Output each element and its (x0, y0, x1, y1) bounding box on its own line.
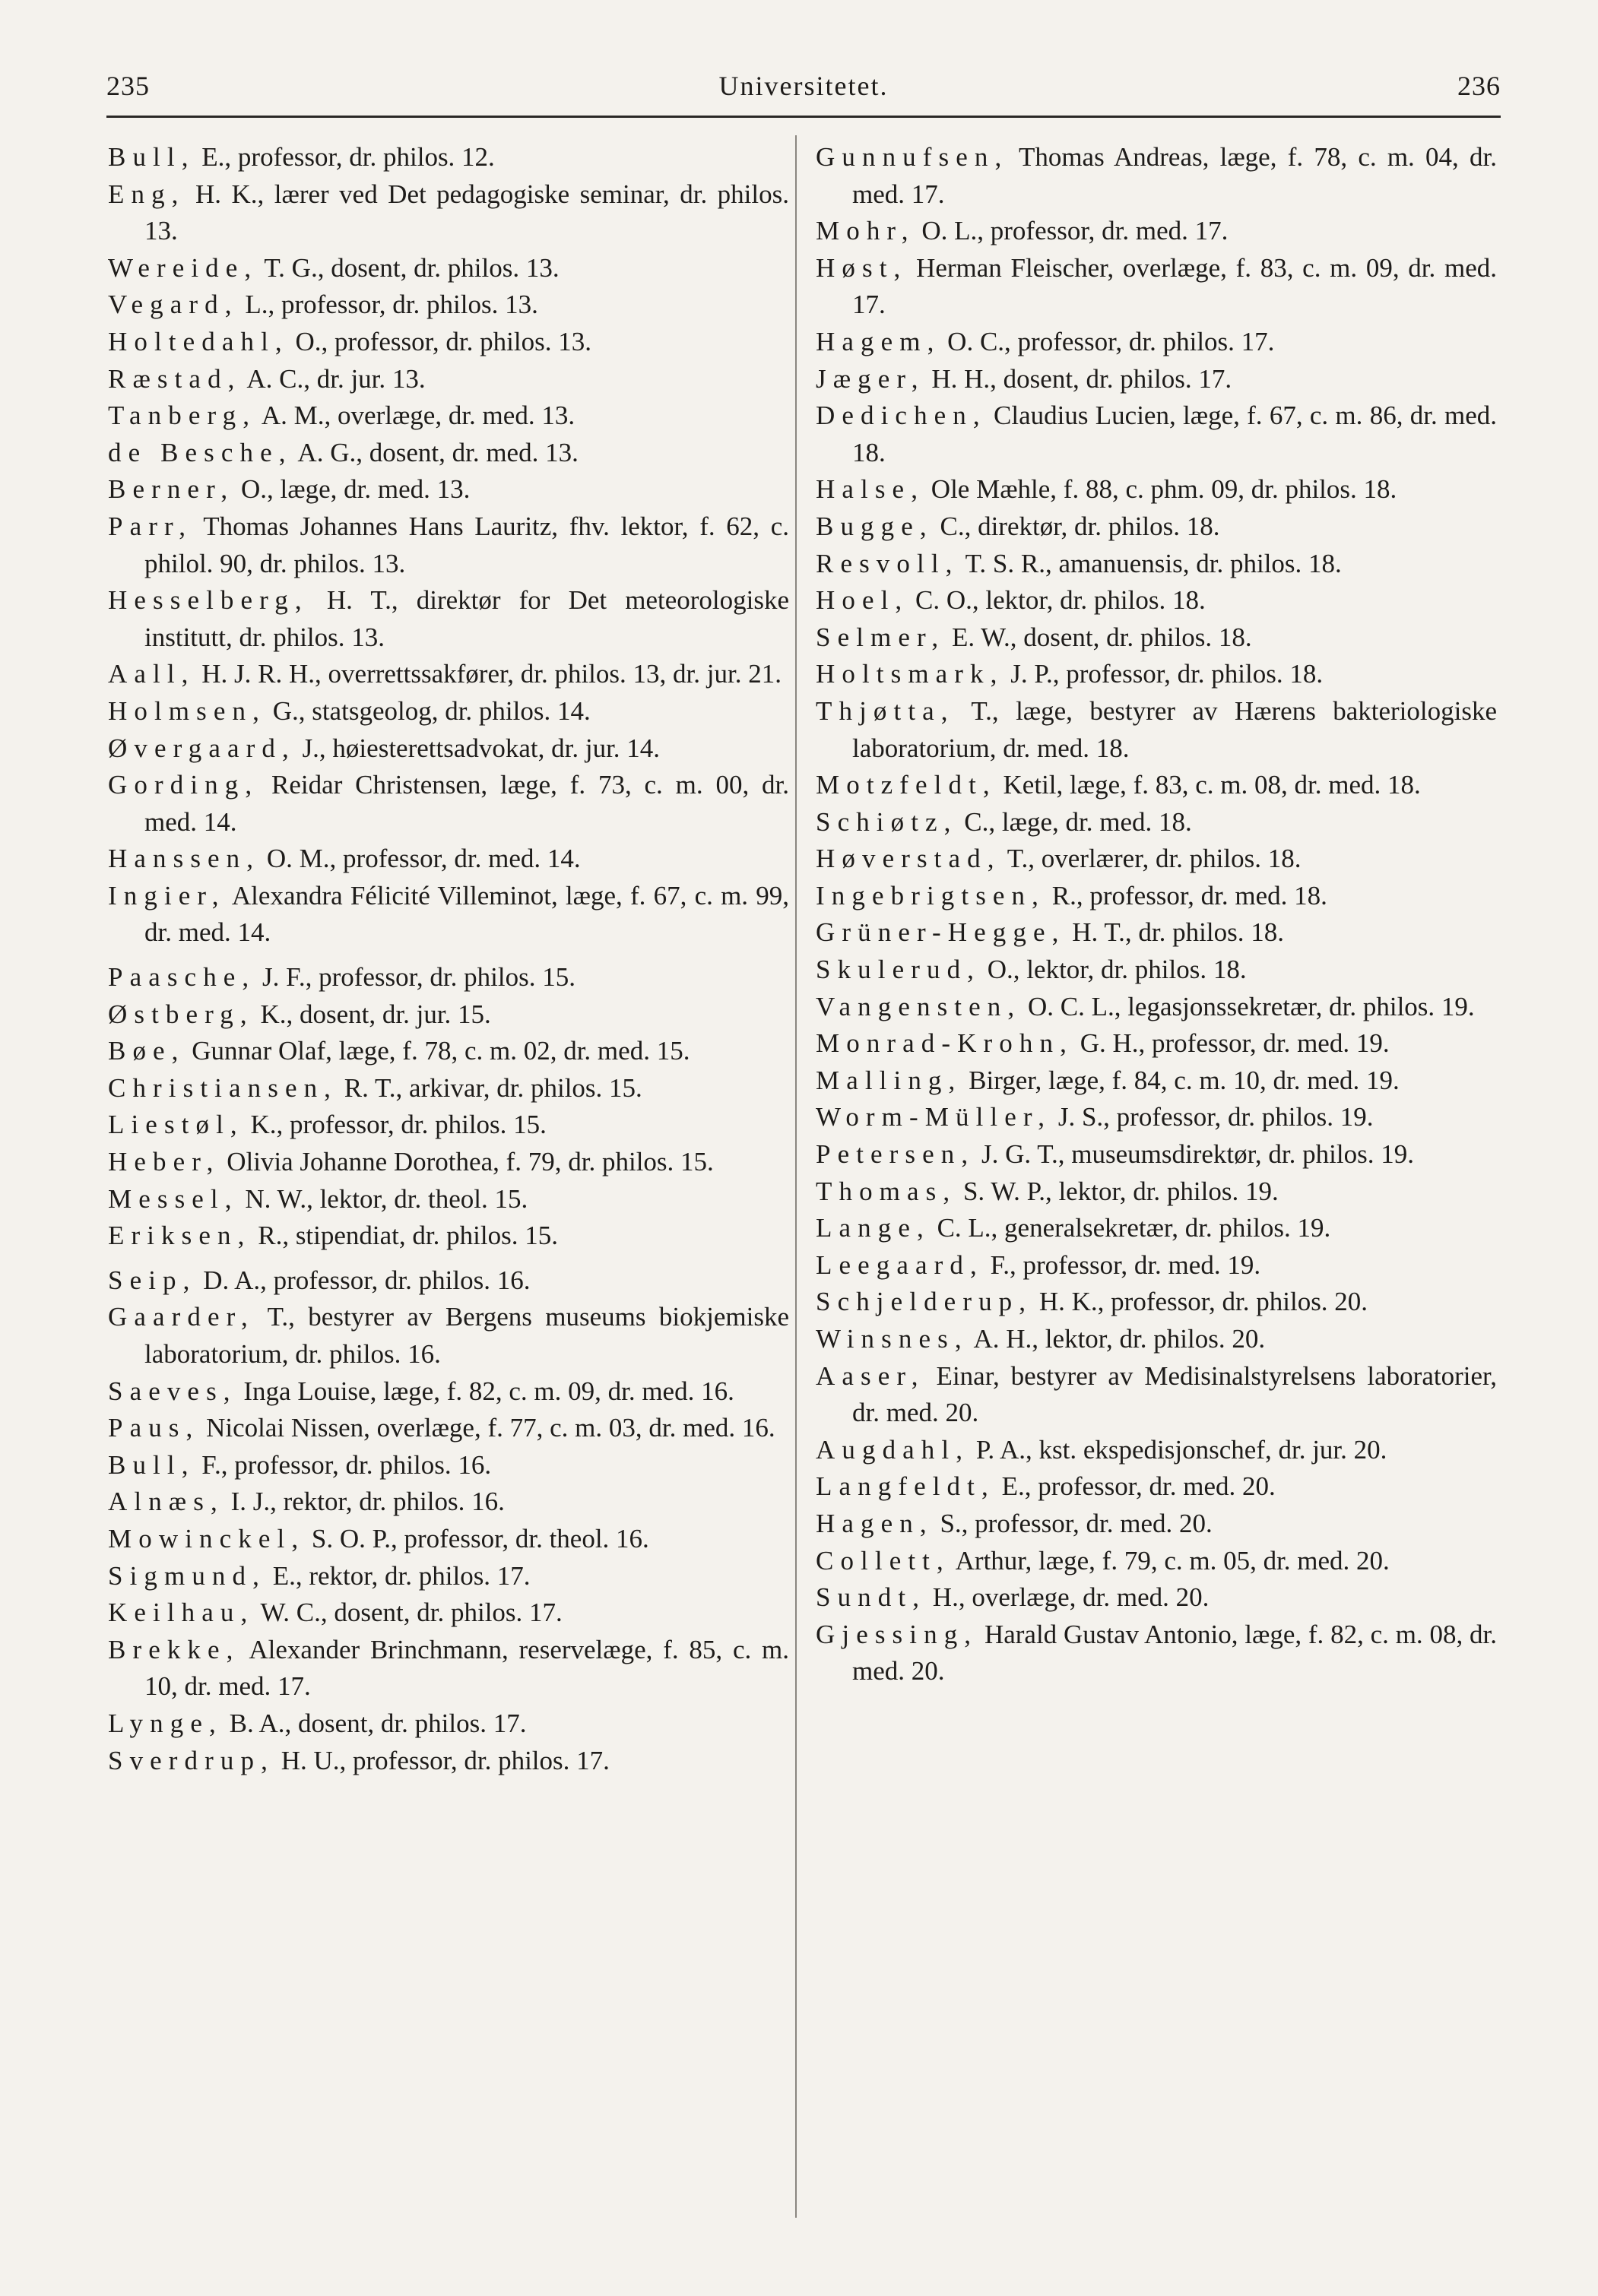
entry-details: F., professor, dr. med. 19. (983, 1249, 1261, 1280)
entry-surname: Bull, (108, 1449, 195, 1480)
register-entry (108, 324, 789, 361)
register-entry (108, 139, 789, 176)
entry-surname: Eriksen, (108, 1221, 252, 1251)
register-entry (108, 959, 789, 996)
entry-details: N. W., lektor, dr. theol. 15. (238, 1183, 528, 1214)
entry-details: T., læge, bestyrer av Hærens bakteriologiske laboratorium, dr. med. 18. (852, 695, 1497, 763)
entry-surname: Langfeldt, (816, 1471, 995, 1502)
register-entry (816, 1062, 1497, 1100)
entry-details: E., professor, dr. philos. 12. (195, 142, 495, 172)
entry-details: P. A., kst. ekspedisjonschef, dr. jur. 20. (969, 1434, 1387, 1465)
entry-surname: Heber, (108, 1147, 220, 1177)
entry-details: C., læge, dr. med. 18. (957, 806, 1192, 837)
entry-details: J., høiesterettsadvokat, dr. jur. 14. (295, 733, 661, 763)
entry-details: A. G., dosent, dr. med. 13. (292, 437, 579, 467)
entry-surname: Bull, (108, 142, 195, 172)
entry-details: C. L., generalsekretær, dr. philos. 19. (930, 1213, 1331, 1243)
entry-surname: Selmer, (816, 622, 946, 652)
entry-details: J. S., professor, dr. philos. 19. (1051, 1102, 1374, 1132)
entry-details: Inga Louise, læge, f. 82, c. m. 09, dr. med. 16. (236, 1376, 734, 1406)
entry-details: H. T., dr. philos. 18. (1065, 917, 1284, 948)
entry-surname: Hagen, (816, 1508, 934, 1538)
entry-details: O., lektor, dr. philos. 18. (981, 955, 1247, 985)
entry-surname: Seip, (108, 1265, 197, 1295)
register-entry (816, 546, 1497, 583)
entry-details: Arthur, læge, f. 79, c. m. 05, dr. med. 20. (950, 1545, 1390, 1576)
header-rule (106, 116, 1501, 118)
entry-surname: Messel, (108, 1183, 239, 1214)
register-entry (108, 1373, 789, 1411)
register-entry (816, 1468, 1497, 1506)
register-entry (816, 213, 1497, 250)
entry-surname: Christiansen, (108, 1072, 338, 1103)
register-entry (816, 582, 1497, 619)
entry-surname: de Besche, (108, 437, 293, 467)
register-entry (816, 397, 1497, 471)
entry-details: Claudius Lucien, læge, f. 67, c. m. 86, dr. med. 18. (852, 401, 1497, 467)
entry-details: S. W. P., lektor, dr. philos. 19. (956, 1176, 1279, 1206)
entry-surname: Hanssen, (108, 844, 261, 874)
entry-details: H. T., direktør for Det meteorologiske institutt, dr. philos. 13. (144, 585, 789, 652)
register-entry (108, 1447, 789, 1484)
register-entry (816, 1432, 1497, 1469)
entry-surname: Holmsen, (108, 695, 266, 726)
entry-surname: Keilhau, (108, 1598, 255, 1628)
entry-details: C., direktør, dr. philos. 18. (933, 511, 1220, 541)
entry-surname: Saeves, (108, 1376, 237, 1406)
entry-details: O. C., professor, dr. philos. 17. (940, 326, 1275, 356)
right-column (816, 139, 1497, 1690)
register-entry (816, 1173, 1497, 1211)
entry-surname: Schjelderup, (816, 1287, 1033, 1317)
register-entry (108, 693, 789, 730)
entry-surname: Mohr, (816, 216, 915, 246)
register-entry (816, 1136, 1497, 1173)
register-entry (108, 1107, 789, 1144)
register-entry (816, 1579, 1497, 1617)
entry-details: I. J., rektor, dr. philos. 16. (224, 1487, 505, 1517)
register-entry (108, 1070, 789, 1107)
entry-details: L., professor, dr. philos. 13. (238, 290, 538, 320)
register-entry (816, 619, 1497, 657)
register-entry (816, 989, 1497, 1026)
entry-surname: Sundt, (816, 1582, 927, 1613)
entry-surname: Hoel, (816, 585, 909, 616)
entry-details: C. O., lektor, dr. philos. 18. (908, 585, 1206, 616)
register-entry (108, 508, 789, 582)
entry-details: B. A., dosent, dr. philos. 17. (222, 1708, 527, 1738)
entry-surname: Skulerud, (816, 955, 981, 985)
entry-details: O. L., professor, dr. med. 17. (915, 216, 1229, 246)
entry-surname: Ingebrigtsen, (816, 880, 1045, 910)
register-entry (816, 878, 1497, 915)
entry-surname: Collett, (816, 1545, 950, 1576)
entry-surname: Leegaard, (816, 1249, 984, 1280)
entry-surname: Gunnufsen, (816, 142, 1009, 172)
register-entry (816, 914, 1497, 952)
register-entry (108, 1181, 789, 1218)
entry-details: Reidar Christensen, læge, f. 73, c. m. 00, dr. med. 14. (144, 770, 789, 837)
register-entry (816, 1099, 1497, 1136)
register-entry (816, 1506, 1497, 1543)
register-entry (108, 1558, 789, 1595)
entry-surname: Østberg, (108, 999, 254, 1029)
register-entry (108, 582, 789, 656)
entry-details: T. S. R., amanuensis, dr. philos. 18. (959, 548, 1342, 578)
entry-surname: Paasche, (108, 962, 256, 993)
entry-details: H., overlæge, dr. med. 20. (926, 1582, 1210, 1613)
entry-details: Birger, læge, f. 84, c. m. 10, dr. med. 19. (962, 1065, 1400, 1095)
entry-surname: Thomas, (816, 1176, 957, 1206)
entry-surname: Dedichen, (816, 401, 987, 431)
entry-surname: Holtsmark, (816, 659, 1004, 689)
entry-surname: Jæger, (816, 363, 925, 394)
entry-details: O. M., professor, dr. med. 14. (260, 844, 581, 874)
entry-details: G. H., professor, dr. med. 19. (1073, 1028, 1390, 1059)
entry-surname: Lynge, (108, 1708, 223, 1738)
entry-surname: Paus, (108, 1413, 200, 1443)
entry-surname: Øvergaard, (108, 733, 296, 763)
entry-details: O., læge, dr. med. 13. (234, 474, 471, 505)
register-entry (108, 878, 789, 952)
register-entry (108, 1705, 789, 1743)
entry-details: A. C., dr. jur. 13. (241, 363, 426, 394)
entry-surname: Eng, (108, 179, 185, 209)
entry-details: T., overlærer, dr. philos. 18. (1000, 844, 1302, 874)
column-divider (795, 135, 797, 2218)
entry-details: J. G. T., museumsdirektør, dr. philos. 19. (975, 1139, 1414, 1170)
entry-details: W. C., dosent, dr. philos. 17. (254, 1598, 563, 1628)
register-entry (816, 361, 1497, 398)
entry-details: H. U., professor, dr. philos. 17. (274, 1745, 610, 1775)
register-entry (108, 435, 789, 472)
entry-surname: Gaarder, (108, 1302, 255, 1332)
entry-details: Olivia Johanne Dorothea, f. 79, dr. philos. 15. (220, 1147, 714, 1177)
register-entry (816, 471, 1497, 508)
entry-surname: Ræstad, (108, 363, 242, 394)
entry-details: T., bestyrer av Bergens museums biokjemiske laboratorium, dr. philos. 16. (144, 1302, 789, 1369)
entry-surname: Vangensten, (816, 991, 1022, 1021)
page-number-right: 236 (1457, 71, 1501, 101)
entry-surname: Thjøtta, (816, 695, 955, 726)
entry-details: O. C. L., legasjonssekretær, dr. philos. 19. (1021, 991, 1475, 1021)
entry-surname: Petersen, (816, 1139, 975, 1170)
entry-details: Ole Mæhle, f. 88, c. phm. 09, dr. philos. 18. (924, 474, 1397, 505)
entry-surname: Bøe, (108, 1036, 185, 1066)
register-entry (108, 1632, 789, 1705)
entry-details: Gunnar Olaf, læge, f. 78, c. m. 02, dr. med. 15. (185, 1036, 690, 1066)
entry-surname: Aaser, (816, 1360, 925, 1391)
entry-details: K., professor, dr. philos. 15. (243, 1110, 547, 1140)
register-entry (816, 952, 1497, 989)
entry-surname: Berner, (108, 474, 235, 505)
entry-details: Harald Gustav Antonio, læge, f. 82, c. m. 08, dr. med. 20. (852, 1619, 1497, 1686)
entry-surname: Wereide, (108, 252, 258, 283)
register-entry (816, 656, 1497, 693)
register-entry (108, 250, 789, 287)
page-number-left: 235 (106, 71, 150, 101)
entry-details: O., professor, dr. philos. 13. (288, 326, 591, 356)
entry-details: Thomas Andreas, læge, f. 78, c. m. 04, dr. med. 17. (852, 142, 1497, 209)
entry-surname: Hesselberg, (108, 585, 309, 616)
register-entry (108, 1484, 789, 1521)
entry-details: Alexander Brinchmann, reservelæge, f. 85, c. m. 10, dr. med. 17. (144, 1634, 789, 1702)
entry-surname: Motzfeldt, (816, 770, 997, 800)
register-entry (108, 1299, 789, 1373)
entry-details: E. W., dosent, dr. philos. 18. (945, 622, 1252, 652)
entry-surname: Aall, (108, 659, 195, 689)
entry-surname: Winsnes, (816, 1324, 969, 1354)
register-entry (108, 176, 789, 250)
entry-surname: Gjessing, (816, 1619, 978, 1649)
entry-surname: Sigmund, (108, 1560, 266, 1591)
entry-surname: Resvoll, (816, 548, 959, 578)
entry-details: R., stipendiat, dr. philos. 15. (251, 1221, 558, 1251)
register-entry (816, 1358, 1497, 1432)
entry-surname: Brekke, (108, 1634, 240, 1664)
register-entry (108, 287, 789, 324)
entry-details: D. A., professor, dr. philos. 16. (196, 1265, 531, 1295)
entry-surname: Ingier, (108, 880, 226, 910)
register-entry (816, 841, 1497, 878)
entry-details: R. T., arkivar, dr. philos. 15. (338, 1072, 642, 1103)
register-entry (816, 508, 1497, 546)
entry-details: Herman Fleischer, overlæge, f. 83, c. m. 09, dr. med. 17. (852, 252, 1497, 320)
register-entry (816, 767, 1497, 804)
register-entry (816, 804, 1497, 841)
entry-surname: Høverstad, (816, 844, 1001, 874)
register-entry (816, 1543, 1497, 1580)
entry-surname: Augdahl, (816, 1434, 970, 1465)
register-entry (816, 1247, 1497, 1284)
register-entry (108, 1144, 789, 1181)
page-header (106, 70, 1501, 108)
entry-surname: Liestøl, (108, 1110, 244, 1140)
entry-details: E., professor, dr. med. 20. (994, 1471, 1276, 1502)
register-entry (816, 1284, 1497, 1321)
entry-surname: Halse, (816, 474, 925, 505)
entry-surname: Bugge, (816, 511, 934, 541)
entry-surname: Gording, (108, 770, 259, 800)
entry-surname: Holtedahl, (108, 326, 289, 356)
register-entry (108, 1262, 789, 1300)
register-entry (108, 1218, 789, 1255)
entry-surname: Mowinckel, (108, 1523, 306, 1553)
entry-surname: Alnæs, (108, 1487, 224, 1517)
entry-details: A. H., lektor, dr. philos. 20. (968, 1324, 1266, 1354)
entry-surname: Malling, (816, 1065, 962, 1095)
entry-details: A. M., overlæge, dr. med. 13. (256, 401, 575, 431)
entry-surname: Tanberg, (108, 401, 257, 431)
register-entry (108, 841, 789, 878)
entry-details: Einar, bestyrer av Medisinalstyrelsens laboratorier, dr. med. 20. (852, 1360, 1497, 1428)
entry-surname: Schiøtz, (816, 806, 958, 837)
entry-details: G., statsgeolog, dr. philos. 14. (265, 695, 591, 726)
entry-details: R., professor, dr. med. 18. (1045, 880, 1327, 910)
entry-surname: Worm-Müller, (816, 1102, 1052, 1132)
entry-surname: Lange, (816, 1213, 931, 1243)
register-entry (108, 1595, 789, 1632)
entry-details: F., professor, dr. philos. 16. (195, 1449, 492, 1480)
entry-details: H. K., lærer ved Det pedagogiske seminar, dr. philos. 13. (144, 179, 789, 246)
register-entry (108, 730, 789, 768)
entry-details: J. P., professor, dr. philos. 18. (1004, 659, 1324, 689)
register-entry (816, 1025, 1497, 1062)
entry-surname: Vegard, (108, 290, 239, 320)
entry-details: S. O. P., professor, dr. theol. 16. (305, 1523, 649, 1553)
entry-details: J. F., professor, dr. philos. 15. (255, 962, 575, 993)
register-entry (108, 1033, 789, 1070)
register-entry (816, 1617, 1497, 1690)
entry-surname: Monrad-Krohn, (816, 1028, 1073, 1059)
register-entry (816, 324, 1497, 361)
entry-surname: Sverdrup, (108, 1745, 274, 1775)
register-entry (108, 1521, 789, 1558)
entry-details: Alexandra Félicité Villeminot, læge, f. 67, c. m. 99, dr. med. 14. (144, 880, 789, 948)
register-entry (108, 471, 789, 508)
register-entry (816, 693, 1497, 767)
register-entry (816, 1210, 1497, 1247)
register-entry (816, 250, 1497, 324)
left-column (108, 139, 789, 1779)
register-entry (108, 1410, 789, 1447)
entry-details: S., professor, dr. med. 20. (933, 1508, 1213, 1538)
entry-details: Thomas Johannes Hans Lauritz, fhv. lektor, f. 62, c. philol. 90, dr. philos. 13. (144, 511, 789, 578)
running-title: Universitetet. (718, 71, 889, 101)
entry-surname: Hagem, (816, 326, 941, 356)
entry-details: T. G., dosent, dr. philos. 13. (258, 252, 560, 283)
register-entry (816, 139, 1497, 213)
entry-details: Nicolai Nissen, overlæge, f. 77, c. m. 03, dr. med. 16. (199, 1413, 775, 1443)
entry-surname: Parr, (108, 511, 193, 541)
entry-surname: Grüner-Hegge, (816, 917, 1066, 948)
entry-surname: Høst, (816, 252, 908, 283)
register-entry (108, 656, 789, 693)
entry-details: H. H., dosent, dr. philos. 17. (924, 363, 1232, 394)
register-entry (816, 1321, 1497, 1358)
register-entry (108, 767, 789, 841)
entry-details: E., rektor, dr. philos. 17. (265, 1560, 531, 1591)
register-entry (108, 996, 789, 1034)
register-entry (108, 361, 789, 398)
register-entry (108, 1743, 789, 1780)
entry-details: Ketil, læge, f. 83, c. m. 08, dr. med. 18. (996, 770, 1421, 800)
entry-details: H. J. R. H., overrettssakfører, dr. philos. 13, dr. jur. 21. (195, 659, 782, 689)
entry-details: H. K., professor, dr. philos. 20. (1032, 1287, 1368, 1317)
entry-details: K., dosent, dr. jur. 15. (253, 999, 491, 1029)
register-entry (108, 397, 789, 435)
